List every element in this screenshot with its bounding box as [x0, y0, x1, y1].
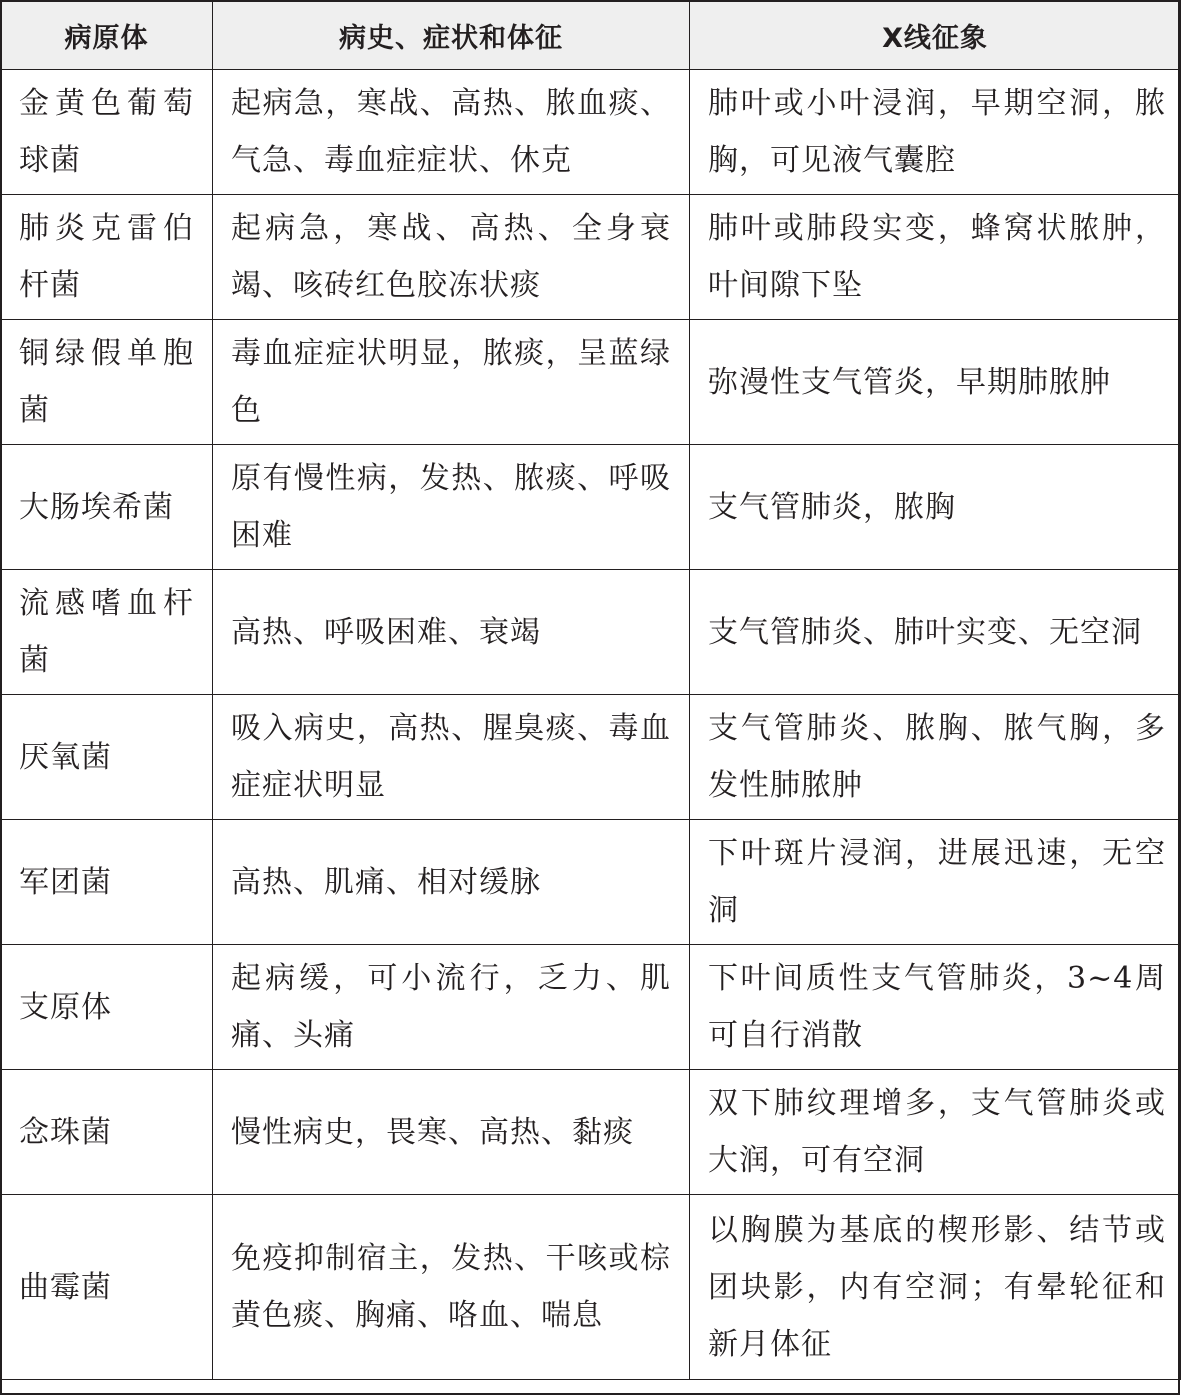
pathogen-cell: 支原体 — [1, 945, 213, 1070]
pathogen-cell: 军团菌 — [1, 820, 213, 945]
history-cell: 原有慢性病，发热、脓痰、呼吸困难 — [213, 445, 690, 570]
history-cell: 起病缓，可小流行，乏力、肌痛、头痛 — [213, 945, 690, 1070]
history-cell: 起病急，寒战、高热、脓血痰、气急、毒血症症状、休克 — [213, 70, 690, 195]
pathogen-cell: 念珠菌 — [1, 1070, 213, 1195]
table-row — [1, 445, 1181, 570]
history-cell: 毒血症症状明显，脓痰，呈蓝绿色 — [213, 320, 690, 445]
pathogen-cell: 铜绿假单胞菌 — [1, 320, 213, 445]
history-cell: 高热、呼吸困难、衰竭 — [213, 570, 690, 695]
pathogen-cell: 曲霉菌 — [1, 1195, 213, 1380]
header-row — [1, 1, 1181, 70]
xray-cell: 弥漫性支气管炎，早期肺脓肿 — [690, 320, 1181, 445]
pathogen-cell: 肺炎克雷伯杆菌 — [1, 195, 213, 320]
table-row — [1, 695, 1181, 820]
pathogen-cell: 大肠埃希菌 — [1, 445, 213, 570]
pathogen-cell: 厌氧菌 — [1, 695, 213, 820]
table-row — [1, 1195, 1181, 1380]
xray-cell: 下叶斑片浸润，进展迅速，无空洞 — [690, 820, 1181, 945]
table-row — [1, 570, 1181, 695]
xray-cell: 肺叶或小叶浸润，早期空洞，脓胸，可见液气囊腔 — [690, 70, 1181, 195]
history-cell: 高热、肌痛、相对缓脉 — [213, 820, 690, 945]
xray-cell: 支气管肺炎，脓胸 — [690, 445, 1181, 570]
pathogen-cell: 流感嗜血杆菌 — [1, 570, 213, 695]
header-pathogen: 病原体 — [1, 1, 213, 70]
table-row — [1, 945, 1181, 1070]
history-cell: 免疫抑制宿主，发热、干咳或棕黄色痰、胸痛、咯血、喘息 — [213, 1195, 690, 1380]
xray-cell: 支气管肺炎、肺叶实变、无空洞 — [690, 570, 1181, 695]
table-row — [1, 320, 1181, 445]
table-row — [1, 195, 1181, 320]
xray-cell: 肺叶或肺段实变，蜂窝状脓肿，叶间隙下坠 — [690, 195, 1181, 320]
header-xray-signs: X线征象 — [690, 1, 1181, 70]
xray-cell: 双下肺纹理增多，支气管肺炎或大润，可有空洞 — [690, 1070, 1181, 1195]
header-history-symptoms: 病史、症状和体征 — [213, 1, 690, 70]
table-row — [1, 820, 1181, 945]
xray-cell: 支气管肺炎、脓胸、脓气胸，多发性肺脓肿 — [690, 695, 1181, 820]
history-cell: 吸入病史，高热、腥臭痰、毒血症症状明显 — [213, 695, 690, 820]
history-cell: 慢性病史，畏寒、高热、黏痰 — [213, 1070, 690, 1195]
history-cell: 起病急，寒战、高热、全身衰竭、咳砖红色胶冻状痰 — [213, 195, 690, 320]
pathogen-cell: 金黄色葡萄球菌 — [1, 70, 213, 195]
table-row — [1, 1070, 1181, 1195]
xray-cell: 下叶间质性支气管肺炎，3~4周可自行消散 — [690, 945, 1181, 1070]
xray-cell: 以胸膜为基底的楔形影、结节或团块影，内有空洞；有晕轮征和新月体征 — [690, 1195, 1181, 1380]
table-row — [1, 70, 1181, 195]
